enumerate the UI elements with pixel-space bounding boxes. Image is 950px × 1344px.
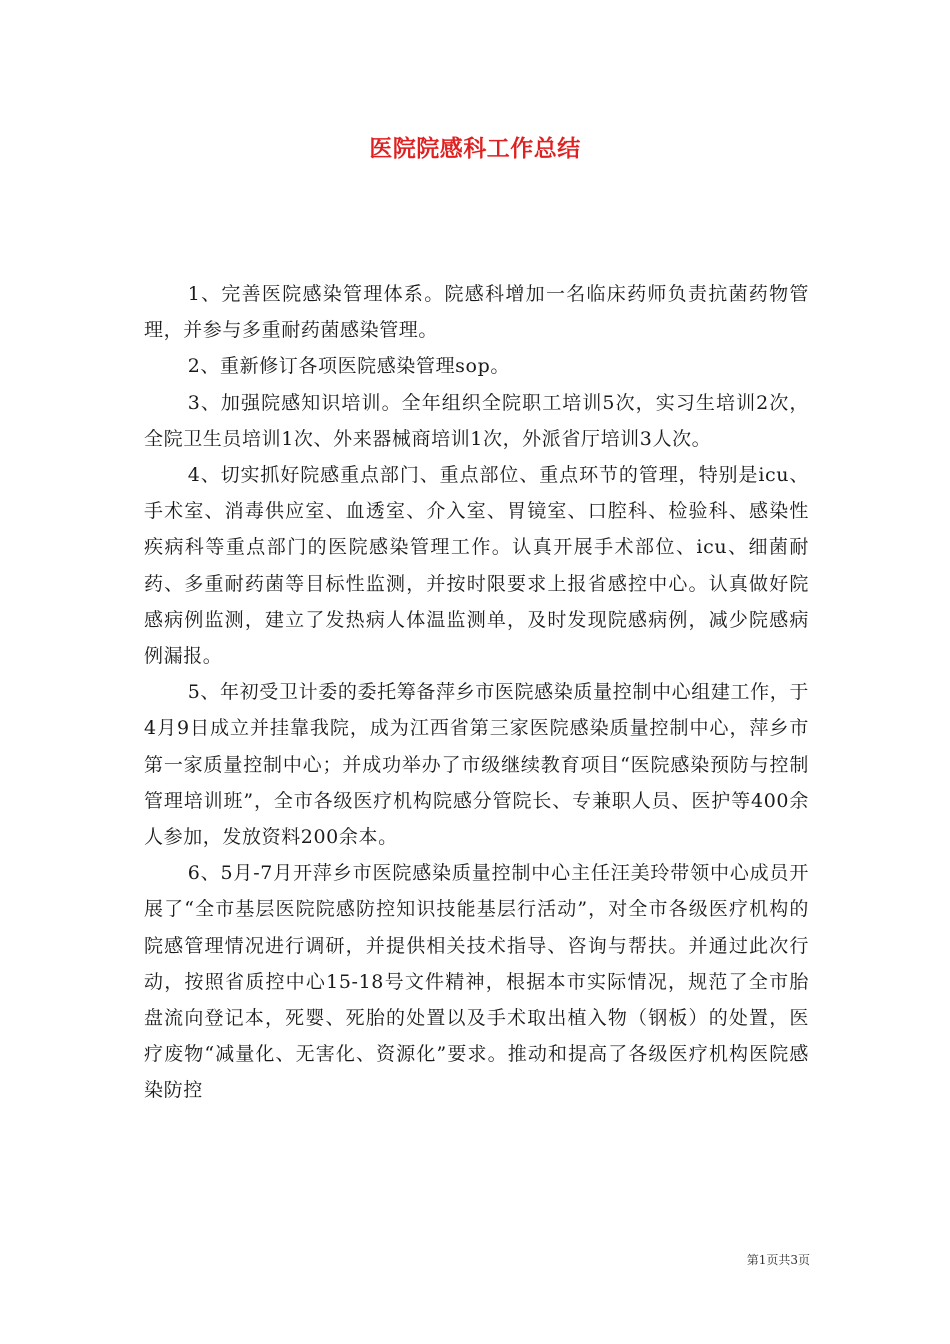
document-title: 医院院感科工作总结 [369,135,581,162]
paragraph-5: 5、年初受卫计委的委托筹备萍乡市医院感染质量控制中心组建工作，于4月9日成立并挂靠我院，成为江西省第三家医院感染质量控制中心，萍乡市第一家质量控制中心；并成功举办了市级继续教育项目“医院感染预防与控制管理培训班”，全市各级医疗机构院感分管院长、专兼职人员、医护等400余人参加，发放资料200余本。 [144,681,809,849]
paragraph-1: 1、完善医院感染管理体系。院感科增加一名临床药师负责抗菌药物管理，并参与多重耐药菌感染管理。 [144,283,809,342]
paragraph-6: 6、5月-7月开萍乡市医院感染质量控制中心主任汪美玲带领中心成员开展了“全市基层医院院感防控知识技能基层行活动”，对全市各级医疗机构的院感管理情况进行调研，并提供相关技术指导、咨询与帮扶。并通过此次行动，按照省质控中心15-18号文件精神，根据本市实际情况，规范了全市胎盘流向登记本，死婴、死胎的处置以及手术取出植入物（钢板）的处置，医疗废物“减量化、无害化、资源化”要求。推动和提高了各级医疗机构医院感染防控 [144,862,809,1102]
document-body [144,276,809,1109]
page-number-footer: 第1页共3页 [746,1253,810,1267]
paragraph-4: 4、切实抓好院感重点部门、重点部位、重点环节的管理，特别是icu、手术室、消毒供应室、血透室、介入室、胃镜室、口腔科、检验科、感染性疾病科等重点部门的医院感染管理工作。认真开展手术部位、icu、细菌耐药、多重耐药菌等目标性监测，并按时限要求上报省感控中心。认真做好院感病例监测，建立了发热病人体温监测单，及时发现院感病例，减少院感病例漏报。 [144,464,809,668]
paragraph-3: 3、加强院感知识培训。全年组织全院职工培训5次，实习生培训2次，全院卫生员培训1次、外来器械商培训1次，外派省厅培训3人次。 [144,391,809,450]
paragraph-2: 2、重新修订各项医院感染管理sop。 [187,355,510,378]
